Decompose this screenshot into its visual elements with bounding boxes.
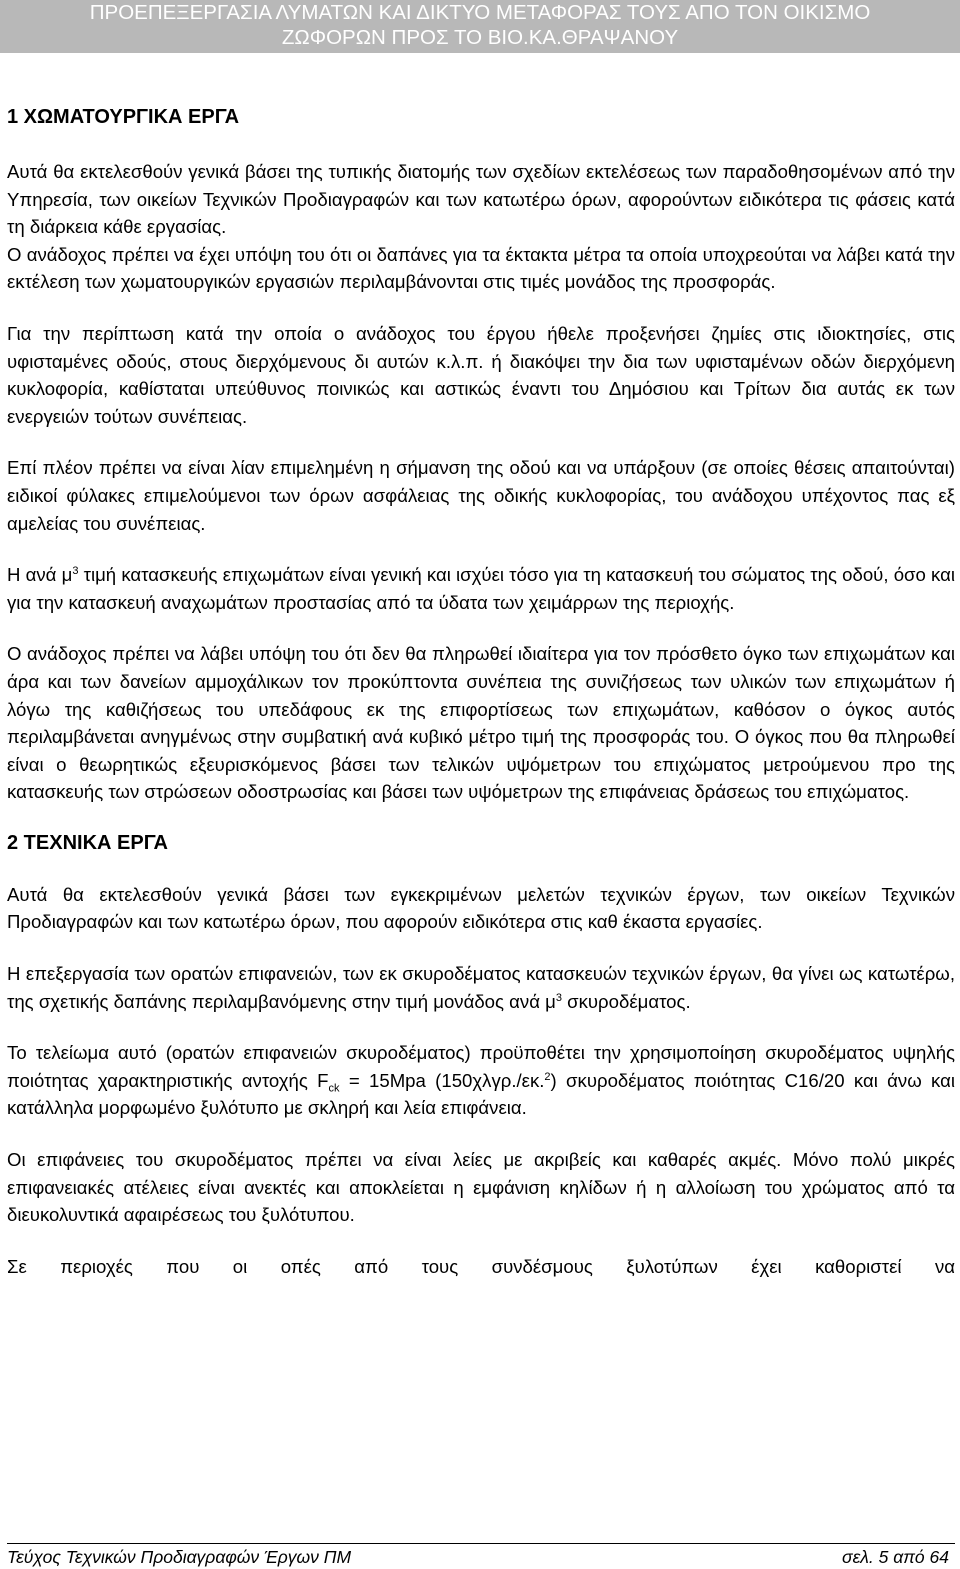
section-2-paragraph-4: Οι επιφάνειες του σκυροδέματος πρέπει να είναι λείες με ακριβείς και καθαρές ακμές. Μόνο πολύ μικρές επιφανειακές ατέλειες είναι ανεκτές και αποκλείεται η εμφάνιση κηλίδων ή η αλλοίωση του χρώματος από τα διευκολυντικά αφαιρέσεως του ξυλότυπου. xyxy=(7,1149,955,1226)
section-2-heading: 2 ΤΕΧΝΙΚΑ ΕΡΓΑ xyxy=(7,831,168,854)
s2p3-subscript: ck xyxy=(328,1082,340,1095)
footer-document-title: Τεύχος Τεχνικών Προδιαγραφών Έργων ΠΜ xyxy=(7,1547,352,1567)
s2p2-text-a: Η επεξεργασία των ορατών επιφανειών, των εκ σκυροδέματος κατασκευών τεχνικών έργων, θα γίνει ως κατωτέρω, της σχετικής δαπάνης περιλαμβανόμενης στην τιμή μονάδος ανά μ xyxy=(7,963,955,1012)
section-1-paragraph-5 xyxy=(7,561,955,616)
document-body xyxy=(7,104,955,1280)
section-1-paragraph-4: Επί πλέον πρέπει να είναι λίαν επιμελημένη η σήμανση της οδού και να υπάρξουν (σε οποίες θέσεις απαιτούνται) ειδικοί φύλακες επιμελούμενοι των όρων ασφάλειας της οδικής κυκλοφορίας, του ανάδοχου υπέχοντος πας εξ αμελείας του συνέπειας. xyxy=(7,457,955,534)
s2p2-text-b: σκυροδέματος. xyxy=(561,990,691,1012)
p5-superscript: 3 xyxy=(72,564,79,577)
p5-text-a: Η ανά μ xyxy=(7,564,73,586)
footer-page-number: σελ. 5 από 64 xyxy=(842,1547,949,1567)
s2p2-superscript: 3 xyxy=(555,991,562,1004)
s2p3-text-a: Το τελείωμα αυτό (ορατών επιφανειών σκυροδέματος) προϋποθέτει την χρησιμοποίηση σκυροδέματος υψηλής ποιότητας χαρακτηριστικής αντοχής F xyxy=(7,1042,955,1091)
section-2-paragraph-1: Αυτά θα εκτελεσθούν γενικά βάσει των εγκεκριμένων μελετών τεχνικών έργων, των οικείων Τεχνικών Προδιαγραφών και των κατωτέρω όρων, που αφορούν ειδικότερα στις καθ έκαστα εργασίες. xyxy=(7,883,955,933)
section-2-paragraph-5: Σε περιοχές που οι οπές από τους συνδέσμους ξυλοτύπων έχει καθοριστεί να xyxy=(7,1255,955,1277)
section-1-paragraph-6: Ο ανάδοχος πρέπει να λάβει υπόψη του ότι δεν θα πληρωθεί ιδιαίτερα για τον πρόσθετο όγκο των επιχωμάτων και άρα και των δανείων αμμοχάλικων τον προκύπτοντα συνέπεια της συνιζήσεως των υλικών των επιχωμάτων ή λόγω της καθιζήσεως του υπεδάφους εκ της επιφορτίσεως των επιχωμάτων, καθόσον ο όγκος αυτός περιλαμβάνεται ανηγμένως στην συμβατική ανά κυβικό μέτρο τιμή της προσφοράς του. Ο όγκος που θα πληρωθεί είναι ο θεωρητικώς εξευρισκόμενος βάσει των τελικών υψόμετρων του επιχώματος μετρούμενου προ της κατασκευής των στρώσεων οδοστρωσίας και βάσει των υψόμετρων της επιφάνειας δράσεως του επιχώματος. xyxy=(7,643,955,803)
section-1-heading: 1 ΧΩΜΑΤΟΥΡΓΙΚΑ ΕΡΓΑ xyxy=(7,106,240,128)
s2p3-text-c: ) σκυροδέματος ποιότητας C16/20 και άνω και κατάλληλα μορφωμένο ξυλότυπο με σκληρή και λεία επιφάνεια. xyxy=(7,1069,955,1119)
document-header xyxy=(0,0,960,53)
section-1-paragraph-3: Για την περίπτωση κατά την οποία ο ανάδοχος του έργου ήθελε προξενήσει ζημίες στις ιδιοκτησίες, στις υφισταμένες οδούς, στους διερχόμενους δι αυτών κ.λ.π. ή διακόψει την δια των υφισταμένων οδών διερχόμενη κυκλοφορία, καθίσταται υπεύθυνος ποινικώς και αστικώς έναντι του Δημόσιου και Τρίτων δια αυτάς εκ των ενεργειών τούτων συνέπειας. xyxy=(7,322,955,427)
section-1-paragraph-1: Αυτά θα εκτελεσθούν γενικά βάσει της τυπικής διατομής των σχεδίων εκτελέσεως των παραδοθησομένων από την Υπηρεσία, των οικείων Τεχνικών Προδιαγραφών και των κατωτέρω όρων, αφορούντων ειδικότερα τις φάσεις κατά τη διάρκεια κάθε εργασίας. xyxy=(7,161,955,238)
section-2-paragraph-3 xyxy=(7,1039,955,1122)
s2p3-superscript: 2 xyxy=(544,1070,551,1083)
p5-text-b: τιμή κατασκευής επιχωμάτων είναι γενική και ισχύει τόσο για τη κατασκευή του σώματος της οδού, όσο και για την κατασκευή αναχωμάτων προστασίας από τα ύδατα των χειμάρρων της περιοχής. xyxy=(7,564,955,613)
section-1-paragraph-2: Ο ανάδοχος πρέπει να έχει υπόψη του ότι οι δαπάνες για τα έκτακτα μέτρα τα οποία υποχρεούται να λάβει κατά την εκτέλεση των χωματουργικών εργασιών περιλαμβάνονται στις τιμές μονάδος της προσφοράς. xyxy=(7,243,955,293)
header-title-line-1: ΠΡΟΕΠΕΞΕΡΓΑΣΙΑ ΛΥΜΑΤΩΝ ΚΑΙ ΔΙΚΤΥΟ ΜΕΤΑΦΟΡΑΣ ΤΟΥΣ ΑΠΟ ΤΟΝ ΟΙΚΙΣΜΟ xyxy=(89,1,871,24)
section-2-paragraph-2 xyxy=(7,960,955,1015)
s2p3-text-b: = 15Mpa (150χλγρ./εκ. xyxy=(339,1069,545,1091)
document-footer xyxy=(7,1543,955,1568)
header-title-line-2: ΖΩΦΟΡΩΝ ΠΡΟΣ ΤΟ ΒΙΟ.ΚΑ.ΘΡΑΨΑΝΟΥ xyxy=(281,26,679,49)
